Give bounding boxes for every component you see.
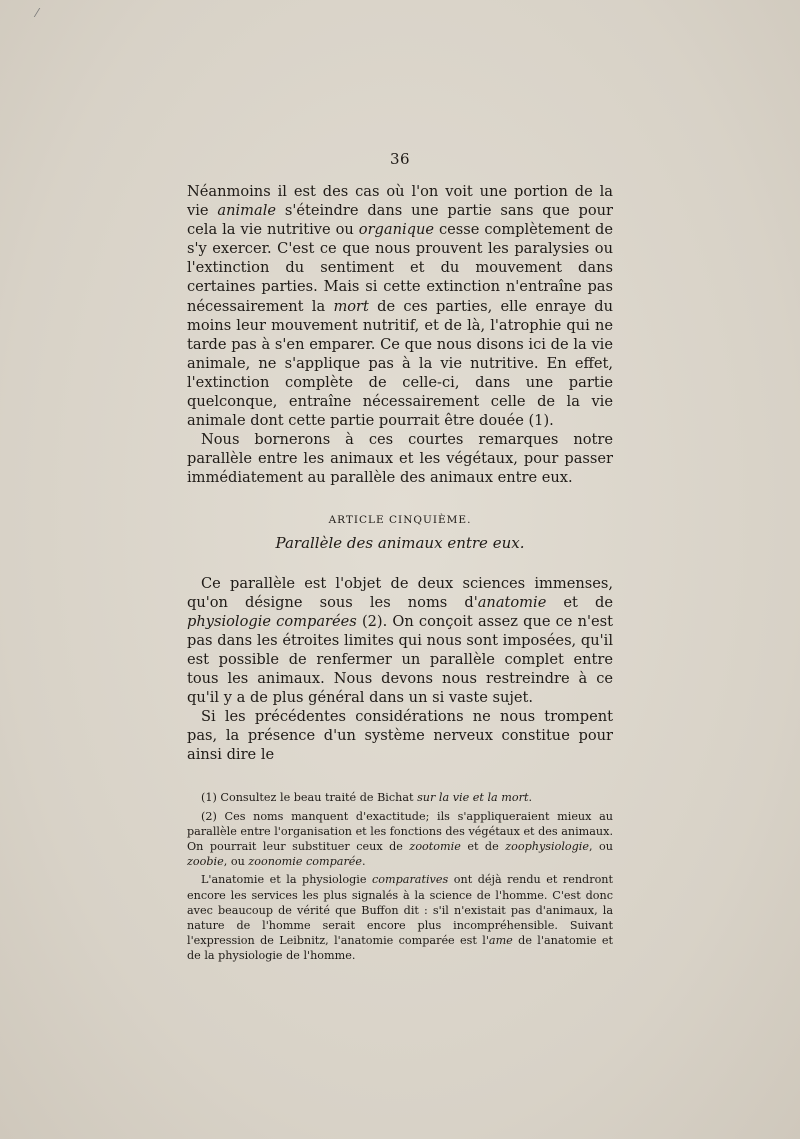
text-run: (2) Ces noms manquent d'exactitude; ils s'appliqueraient mieux au parallèle entre l'organisation et les fonctions des végétaux et des animaux. On pourrait leur substituer ceux de — [187, 809, 613, 854]
italic-term: comparatives — [372, 873, 449, 887]
article-subtitle: Parallèle des animaux entre eux. — [275, 533, 525, 552]
paragraph-3 — [187, 574, 613, 708]
italic-term: anatomie — [477, 593, 547, 611]
text-run: ont déjà rendu et rendront encore les services les plus signalés à la science de l'homme. C'est donc avec beaucoup de vérité que Buffon dit : s'il n'existait pas d'animaux, la nature de l'homme serait encore plus incompréhensible. Suivant l'expression de Leibnitz, l'anatomie comparée est l' — [187, 873, 614, 948]
text-run: L'anatomie et la physiologie — [201, 873, 372, 887]
text-run: de l'anatomie et de la physiologie de l'homme. — [187, 934, 613, 963]
italic-term: sur la vie et la mort — [417, 791, 529, 805]
text-run: cesse complètement de s'y exercer. C'est ce que nous prouvent les paralysies ou l'extinction du sentiment et du mouvement dans certaines parties. Mais si cette extinction n'entraîne pas nécessairement la — [187, 221, 613, 315]
italic-term: ame — [488, 934, 513, 948]
footnote-3 — [187, 872, 613, 963]
footnotes — [187, 790, 613, 963]
book-page — [187, 150, 613, 964]
text-run: Néanmoins il est des cas où l'on voit une portion de la vie — [187, 183, 613, 220]
footnote-1 — [187, 790, 613, 805]
italic-term: zootomie — [409, 840, 461, 854]
text-run: et de — [546, 593, 613, 611]
text-run: Ce parallèle est l'objet de deux sciences immenses, qu'on désigne sous les noms d' — [187, 574, 613, 611]
text-run: . — [362, 855, 366, 869]
text-run: , ou — [589, 840, 613, 854]
italic-term: zoonomie comparée — [248, 855, 363, 869]
footnote-2 — [187, 809, 613, 870]
text-run: de ces parties, elle enraye du moins leur mouvement nutritif, et de là, l'atrophie qui ne tarde pas à s'en emparer. Ce que nous disons ici de la vie animale, ne s'applique pas à la vie nutritive. En effet, l'extinction complète de celle-ci, dans une partie quelconque, entraîne nécessairement celle de la vie animale dont cette partie pourrait être douée (1). — [187, 297, 613, 430]
article-heading: ARTICLE CINQUIÈME. — [328, 513, 472, 526]
text-run: (2). On conçoit assez que ce n'est pas dans les étroites limites qui nous sont imposées, qu'il est possible de renfermer un parallèle complet entre tous les animaux. Nous devons nous restreindre à ce qu'il y a de plus général dans un si vaste sujet. — [187, 612, 614, 707]
text-run: et de — [460, 840, 506, 854]
text-run: s'éteindre dans une partie sans que pour cela la vie nutritive ou — [187, 202, 613, 239]
page-number: 36 — [389, 150, 411, 168]
italic-term: physiologie comparées — [187, 612, 357, 630]
italic-term: mort — [333, 297, 369, 315]
italic-term: organique — [358, 221, 435, 239]
text-run: , ou — [223, 855, 249, 869]
paragraph-2: Nous bornerons à ces courtes remarques notre parallèle entre les animaux et les végétaux, pour passer immédiatement au parallèle des animaux entre eux. — [187, 431, 613, 487]
text-run: . — [528, 791, 533, 805]
italic-term: zoophysiologie — [505, 840, 589, 854]
paragraph-4: Si les précédentes considérations ne nous trompent pas, la présence d'un système nerveux constitue pour ainsi dire le — [187, 708, 613, 764]
italic-term: animale — [217, 202, 277, 220]
text-run: (1) Consultez le beau traité de Bichat — [201, 791, 418, 805]
paragraph-1 — [187, 182, 613, 430]
italic-term: zoobie — [187, 855, 224, 869]
main-text — [187, 182, 613, 764]
corner-mark: ⁄ — [36, 6, 39, 20]
